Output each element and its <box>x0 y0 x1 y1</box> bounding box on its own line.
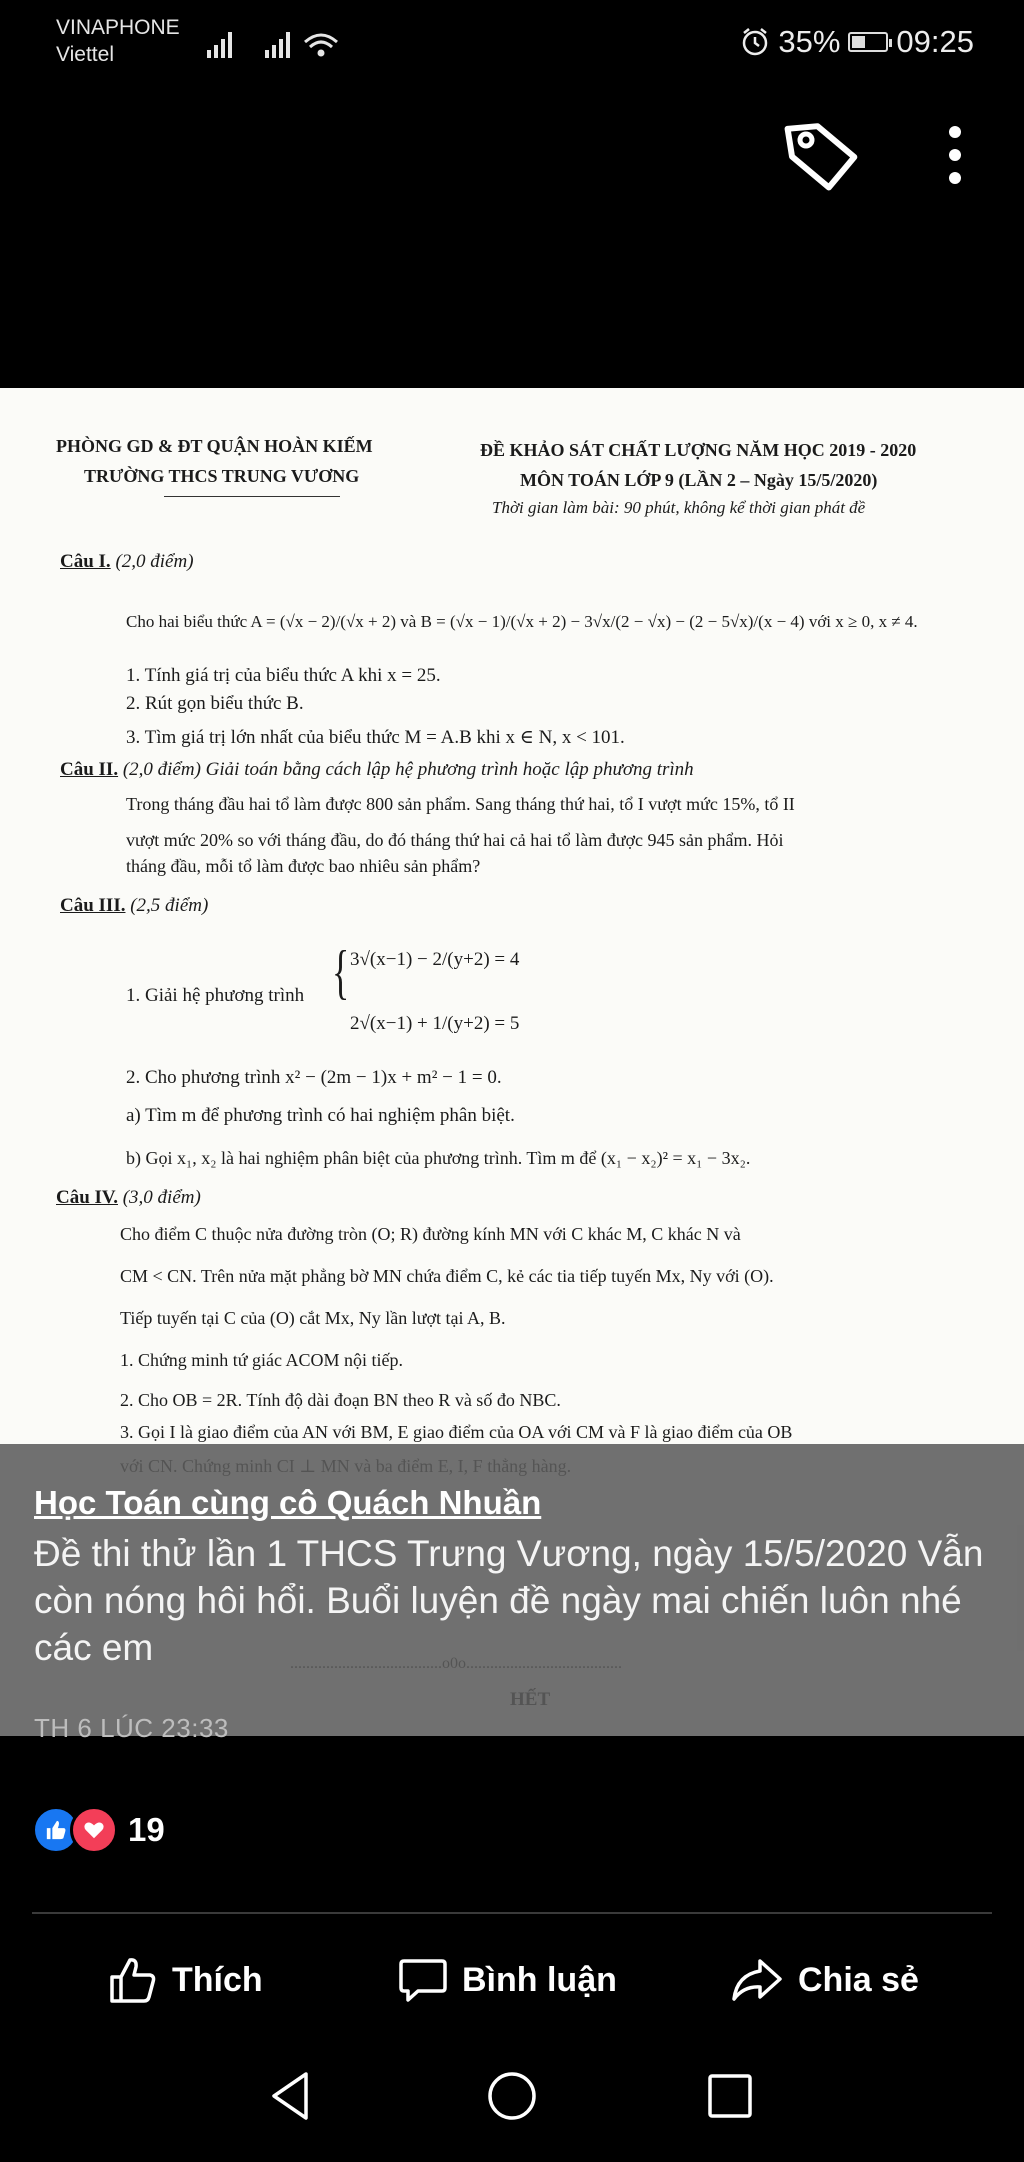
header-right-2: MÔN TOÁN LỚP 9 (LẦN 2 – Ngày 15/5/2020) <box>520 470 878 490</box>
header-left-1: PHÒNG GD & ĐT QUẬN HOÀN KIẾM <box>56 436 373 456</box>
header-right-3: Thời gian làm bài: 90 phút, không kể thời gian phát đề <box>492 498 866 517</box>
cau1-heading: Câu I. (2,0 điểm) <box>60 551 194 572</box>
cau4-heading: Câu IV. (3,0 điểm) <box>56 1187 201 1208</box>
like-label: Thích <box>172 1960 263 1999</box>
like-button[interactable] <box>108 1950 263 2010</box>
carrier-1: VINAPHONE <box>56 16 180 39</box>
love-reaction-icon <box>70 1806 118 1854</box>
cau1-intro: Cho hai biểu thức A = (√x − 2)/(√x + 2) và B = (√x − 1)/(√x + 2) − 3√x/(2 − √x) − (2 − 5√x)/(x − 4) với x ≥ 0, x ≠ 4. <box>126 612 918 631</box>
header-left-2: TRƯỜNG THCS TRUNG VƯƠNG <box>84 466 360 486</box>
cau2-line3: tháng đầu, mỗi tổ làm được bao nhiêu sản phẩm? <box>126 856 481 876</box>
cau1-q1: 1. Tính giá trị của biểu thức A khi x = 25. <box>126 665 441 686</box>
comment-icon <box>398 1955 448 2005</box>
cau2-heading: Câu II. (2,0 điểm) Giải toán bằng cách lập hệ phương trình hoặc lập phương trình <box>60 759 694 780</box>
signal-wifi-icons <box>205 28 355 62</box>
cau3-eq2: 2√(x−1) + 1/(y+2) = 5 <box>350 1013 520 1034</box>
battery-percent: 35% <box>778 24 841 59</box>
header-right-1: ĐỀ KHẢO SÁT CHẤT LƯỢNG NĂM HỌC 2019 - 2020 <box>480 440 917 460</box>
actions-divider <box>32 1912 992 1914</box>
cau3-eq1: 3√(x−1) − 2/(y+2) = 4 <box>350 949 520 970</box>
recents-nav-icon[interactable] <box>700 2066 760 2126</box>
post-timestamp[interactable]: TH 6 LÚC 23:33 <box>34 1713 229 1743</box>
more-vertical-icon[interactable] <box>935 120 975 190</box>
cau1-q2: 2. Rút gọn biểu thức B. <box>126 693 304 714</box>
cau4-line1: Cho điểm C thuộc nửa đường tròn (O; R) đường kính MN với C khác M, C khác N và <box>120 1224 741 1244</box>
comment-label: Bình luận <box>462 1960 617 1999</box>
reaction-summary[interactable] <box>32 1806 165 1854</box>
cau2-line1: Trong tháng đầu hai tổ làm được 800 sản phẩm. Sang tháng thứ hai, tổ I vượt mức 15%, tổ II <box>126 794 795 814</box>
status-right <box>740 24 974 60</box>
cau3-heading: Câu III. (2,5 điểm) <box>60 895 209 916</box>
cau3-q2b: b) Gọi x₁, x₂ là hai nghiệm phân biệt của phương trình. Tìm m để (x₁ − x₂)² = x₁ − 3x₂. <box>126 1148 751 1168</box>
reaction-count: 19 <box>128 1811 165 1848</box>
cau4-q1: 1. Chứng minh tứ giác ACOM nội tiếp. <box>120 1350 404 1370</box>
thumbs-up-icon <box>108 1955 158 2005</box>
cau4-q3-line1: 3. Gọi I là giao điểm của AN với BM, E giao điểm của OA với CM và F là giao điểm của OB <box>120 1422 793 1442</box>
cau4-q2: 2. Cho OB = 2R. Tính độ dài đoạn BN theo R và số đo NBC. <box>120 1390 561 1410</box>
alarm-icon <box>740 27 770 57</box>
tag-icon[interactable] <box>778 112 864 198</box>
cau3-q2a: a) Tìm m để phương trình có hai nghiệm phân biệt. <box>126 1105 515 1126</box>
carrier-info <box>56 14 180 68</box>
cau3-q1: 1. Giải hệ phương trình <box>126 985 305 1006</box>
home-nav-icon[interactable] <box>482 2066 542 2126</box>
post-caption: Đề thi thử lần 1 THCS Trưng Vương, ngày 15/5/2020 Vẫn còn nóng hôi hổi. Buổi luyện đề ngày mai chiến luôn nhé các em <box>34 1533 984 1668</box>
comment-button[interactable] <box>398 1950 617 2010</box>
share-label: Chia sẻ <box>798 1960 919 1999</box>
share-icon <box>730 1955 784 2005</box>
cau3-q2: 2. Cho phương trình x² − (2m − 1)x + m² − 1 = 0. <box>126 1067 502 1088</box>
cau4-line3: Tiếp tuyến tại C của (O) cắt Mx, Ny lần lượt tại A, B. <box>120 1308 506 1328</box>
back-nav-icon[interactable] <box>262 2066 322 2126</box>
page-name-link[interactable]: Học Toán cùng cô Quách Nhuần <box>34 1484 542 1521</box>
carrier-2: Viettel <box>56 43 114 66</box>
header-underline <box>164 496 340 497</box>
battery-icon <box>848 32 888 52</box>
clock: 09:25 <box>896 24 974 59</box>
cau2-line2: vượt mức 20% so với tháng đầu, do đó tháng thứ hai cả hai tổ làm được 945 sản phẩm. Hỏi <box>126 830 784 850</box>
share-button[interactable] <box>730 1950 919 2010</box>
cau4-line2: CM < CN. Trên nửa mặt phẳng bờ MN chứa điểm C, kẻ các tia tiếp tuyến Mx, Ny với (O). <box>120 1266 774 1286</box>
cau1-q3: 3. Tìm giá trị lớn nhất của biểu thức M = A.B khi x ∈ N, x < 101. <box>126 727 625 748</box>
system-brace: { <box>332 939 350 1005</box>
